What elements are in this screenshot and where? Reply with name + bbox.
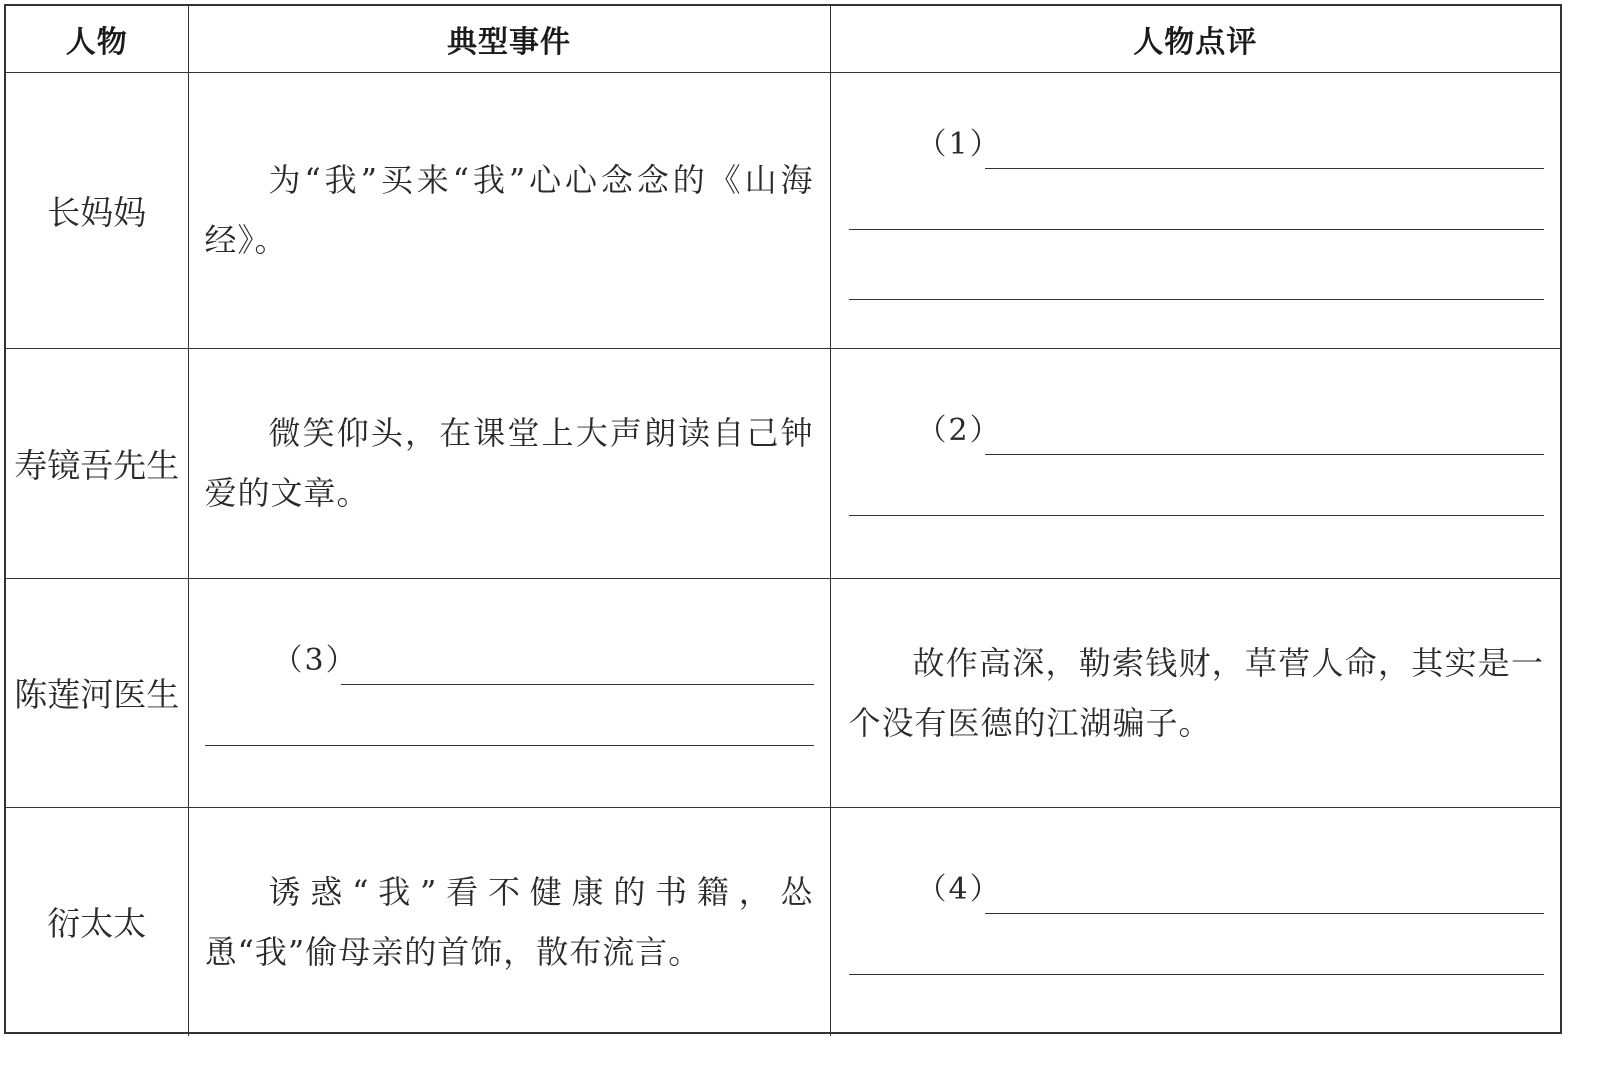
answer-line [341,684,814,685]
blank-number: （1） [916,126,1002,162]
character-name: 陈莲河医生 [6,578,188,807]
character-review-table-frame [4,4,1562,1034]
header-character-review: 人物点评 [830,6,1560,72]
character-name: 衍太太 [6,807,188,1036]
answer-line [849,974,1545,975]
answer-line [849,229,1545,230]
event-cell [188,72,830,348]
answer-blank-1[interactable] [849,73,1545,348]
event-cell [188,348,830,578]
event-cell [188,578,830,807]
header-typical-event: 典型事件 [188,6,830,72]
review-cell [830,807,1560,1036]
answer-blank-4[interactable] [849,808,1545,1037]
answer-line [849,299,1545,300]
event-text: 微笑仰头，在课堂上大声朗读自己钟爱的文章。 [204,414,814,512]
answer-line [985,913,1545,914]
blank-number: （2） [916,412,1002,448]
answer-blank-2[interactable] [849,349,1545,578]
review-text: 故作高深，勒索钱财，草菅人命，其实是一个没有医德的江湖骗子。 [848,643,1544,742]
header-character: 人物 [6,6,188,72]
answer-line [205,745,814,746]
table-row [6,348,1560,578]
event-cell [188,807,830,1036]
review-cell [830,578,1560,807]
review-cell [830,72,1560,348]
table-row [6,807,1560,1036]
answer-line [985,168,1545,169]
table-row [6,72,1560,348]
answer-line [985,454,1545,455]
review-cell [830,348,1560,578]
blank-number: （4） [916,871,1002,907]
event-text: 为“我”买来“我”心心念念的《山海经》。 [204,161,814,259]
character-name: 长妈妈 [6,72,188,348]
event-text: 诱惑“我”看不健康的书籍，怂恿“我”偷母亲的首饰，散布流言。 [204,872,814,971]
table-row [6,578,1560,807]
table-header-row [6,6,1560,72]
answer-line [849,515,1545,516]
answer-blank-3[interactable] [205,579,814,807]
character-name: 寿镜吾先生 [6,348,188,578]
blank-number: （3） [272,642,358,678]
character-review-table [6,6,1560,1036]
